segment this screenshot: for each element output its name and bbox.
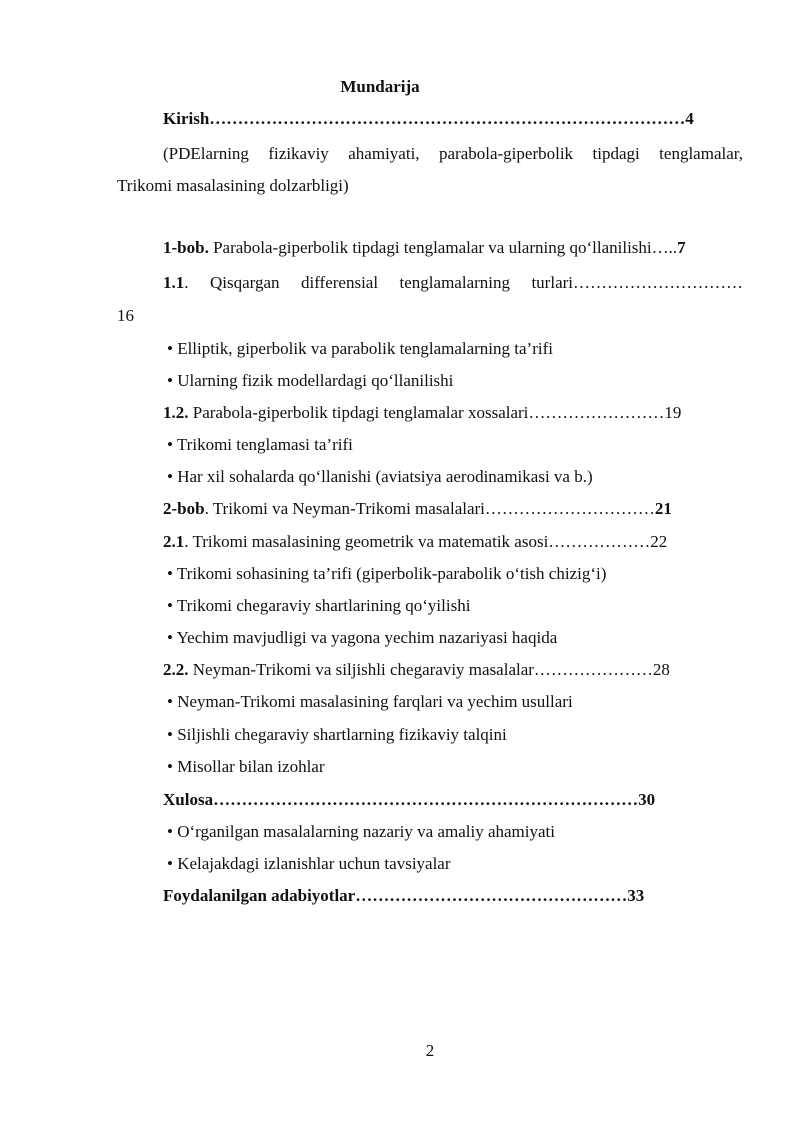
toc-section-2-1-title: . Trikomi masalasining geometrik va matematik asosi………………22 bbox=[184, 532, 668, 551]
toc-section-1-1-label: 1.1 bbox=[163, 273, 185, 292]
toc-bullet: • Har xil sohalarda qo‘llanishi (aviatsiya aerodinamikasi va b.) bbox=[167, 467, 593, 486]
toc-bullet: • Misollar bilan izohlar bbox=[167, 757, 325, 776]
toc-chapter1-title: Parabola-giperbolik tipdagi tenglamalar va ularning qo‘llanilishi….. bbox=[208, 238, 678, 257]
toc-section-2-1-label: 2.1 bbox=[163, 532, 185, 551]
toc-intro-desc-line1: (PDElarning fizikaviy ahamiyati, parabola-giperbolik tipdagi tenglamalar, bbox=[163, 144, 743, 163]
toc-chapter1-page: 7 bbox=[677, 238, 686, 257]
page-number: 2 bbox=[425, 1041, 435, 1060]
page-title: Mundarija bbox=[340, 77, 420, 96]
toc-section-2-2-entry bbox=[163, 659, 670, 681]
toc-chapter1-entry bbox=[163, 237, 686, 259]
toc-bullet: • O‘rganilgan masalalarning nazariy va amaliy ahamiyati bbox=[167, 822, 555, 841]
toc-chapter2-label: 2-bob bbox=[163, 499, 205, 518]
toc-section-2-2-title: Neyman-Trikomi va siljishli chegaraviy masalalar…………………28 bbox=[188, 660, 670, 679]
toc-section-2-2-label: 2.2. bbox=[163, 660, 189, 679]
toc-bullet: • Ularning fizik modellardagi qo‘llanilishi bbox=[167, 371, 454, 390]
toc-section-1-1-page: 16 bbox=[117, 306, 134, 325]
toc-bullet: • Trikomi chegaraviy shartlarining qo‘yilishi bbox=[167, 596, 471, 615]
toc-bullet: • Siljishli chegaraviy shartlarning fizikaviy talqini bbox=[167, 725, 507, 744]
toc-chapter1-label: 1-bob. bbox=[163, 238, 209, 257]
toc-section-2-1-entry bbox=[163, 531, 667, 553]
toc-section-1-1-title: . Qisqargan differensial tenglamalarning turlari………………………… bbox=[184, 273, 743, 292]
toc-chapter2-title: . Trikomi va Neyman-Trikomi masalalari………………………… bbox=[204, 499, 655, 518]
toc-conclusion-heading: Xulosa…………………………………………………………………30 bbox=[163, 790, 656, 809]
toc-bullet: • Trikomi tenglamasi ta’rifi bbox=[167, 435, 353, 454]
toc-references-heading: Foydalanilgan adabiyotlar…………………………………………33 bbox=[163, 886, 645, 905]
toc-bullet: • Yechim mavjudligi va yagona yechim nazariyasi haqida bbox=[167, 628, 558, 647]
toc-intro-heading: Kirish…………………………………………………………………………4 bbox=[163, 109, 694, 128]
toc-chapter2-page: 21 bbox=[654, 499, 672, 518]
toc-intro-desc-line2: Trikomi masalasining dolzarbligi) bbox=[117, 176, 349, 195]
toc-section-1-1-entry bbox=[163, 272, 743, 294]
toc-section-1-2-label: 1.2. bbox=[163, 403, 189, 422]
toc-bullet: • Kelajakdagi izlanishlar uchun tavsiyalar bbox=[167, 854, 451, 873]
toc-section-1-2-title: Parabola-giperbolik tipdagi tenglamalar xossalari……………………19 bbox=[188, 403, 682, 422]
toc-chapter2-entry bbox=[163, 498, 672, 520]
toc-bullet: • Trikomi sohasining ta’rifi (giperbolik-parabolik o‘tish chizig‘i) bbox=[167, 564, 607, 583]
toc-bullet: • Neyman-Trikomi masalasining farqlari va yechim usullari bbox=[167, 692, 573, 711]
toc-bullet: • Elliptik, giperbolik va parabolik tenglamalarning ta’rifi bbox=[167, 339, 553, 358]
toc-section-1-2-entry bbox=[163, 402, 681, 424]
